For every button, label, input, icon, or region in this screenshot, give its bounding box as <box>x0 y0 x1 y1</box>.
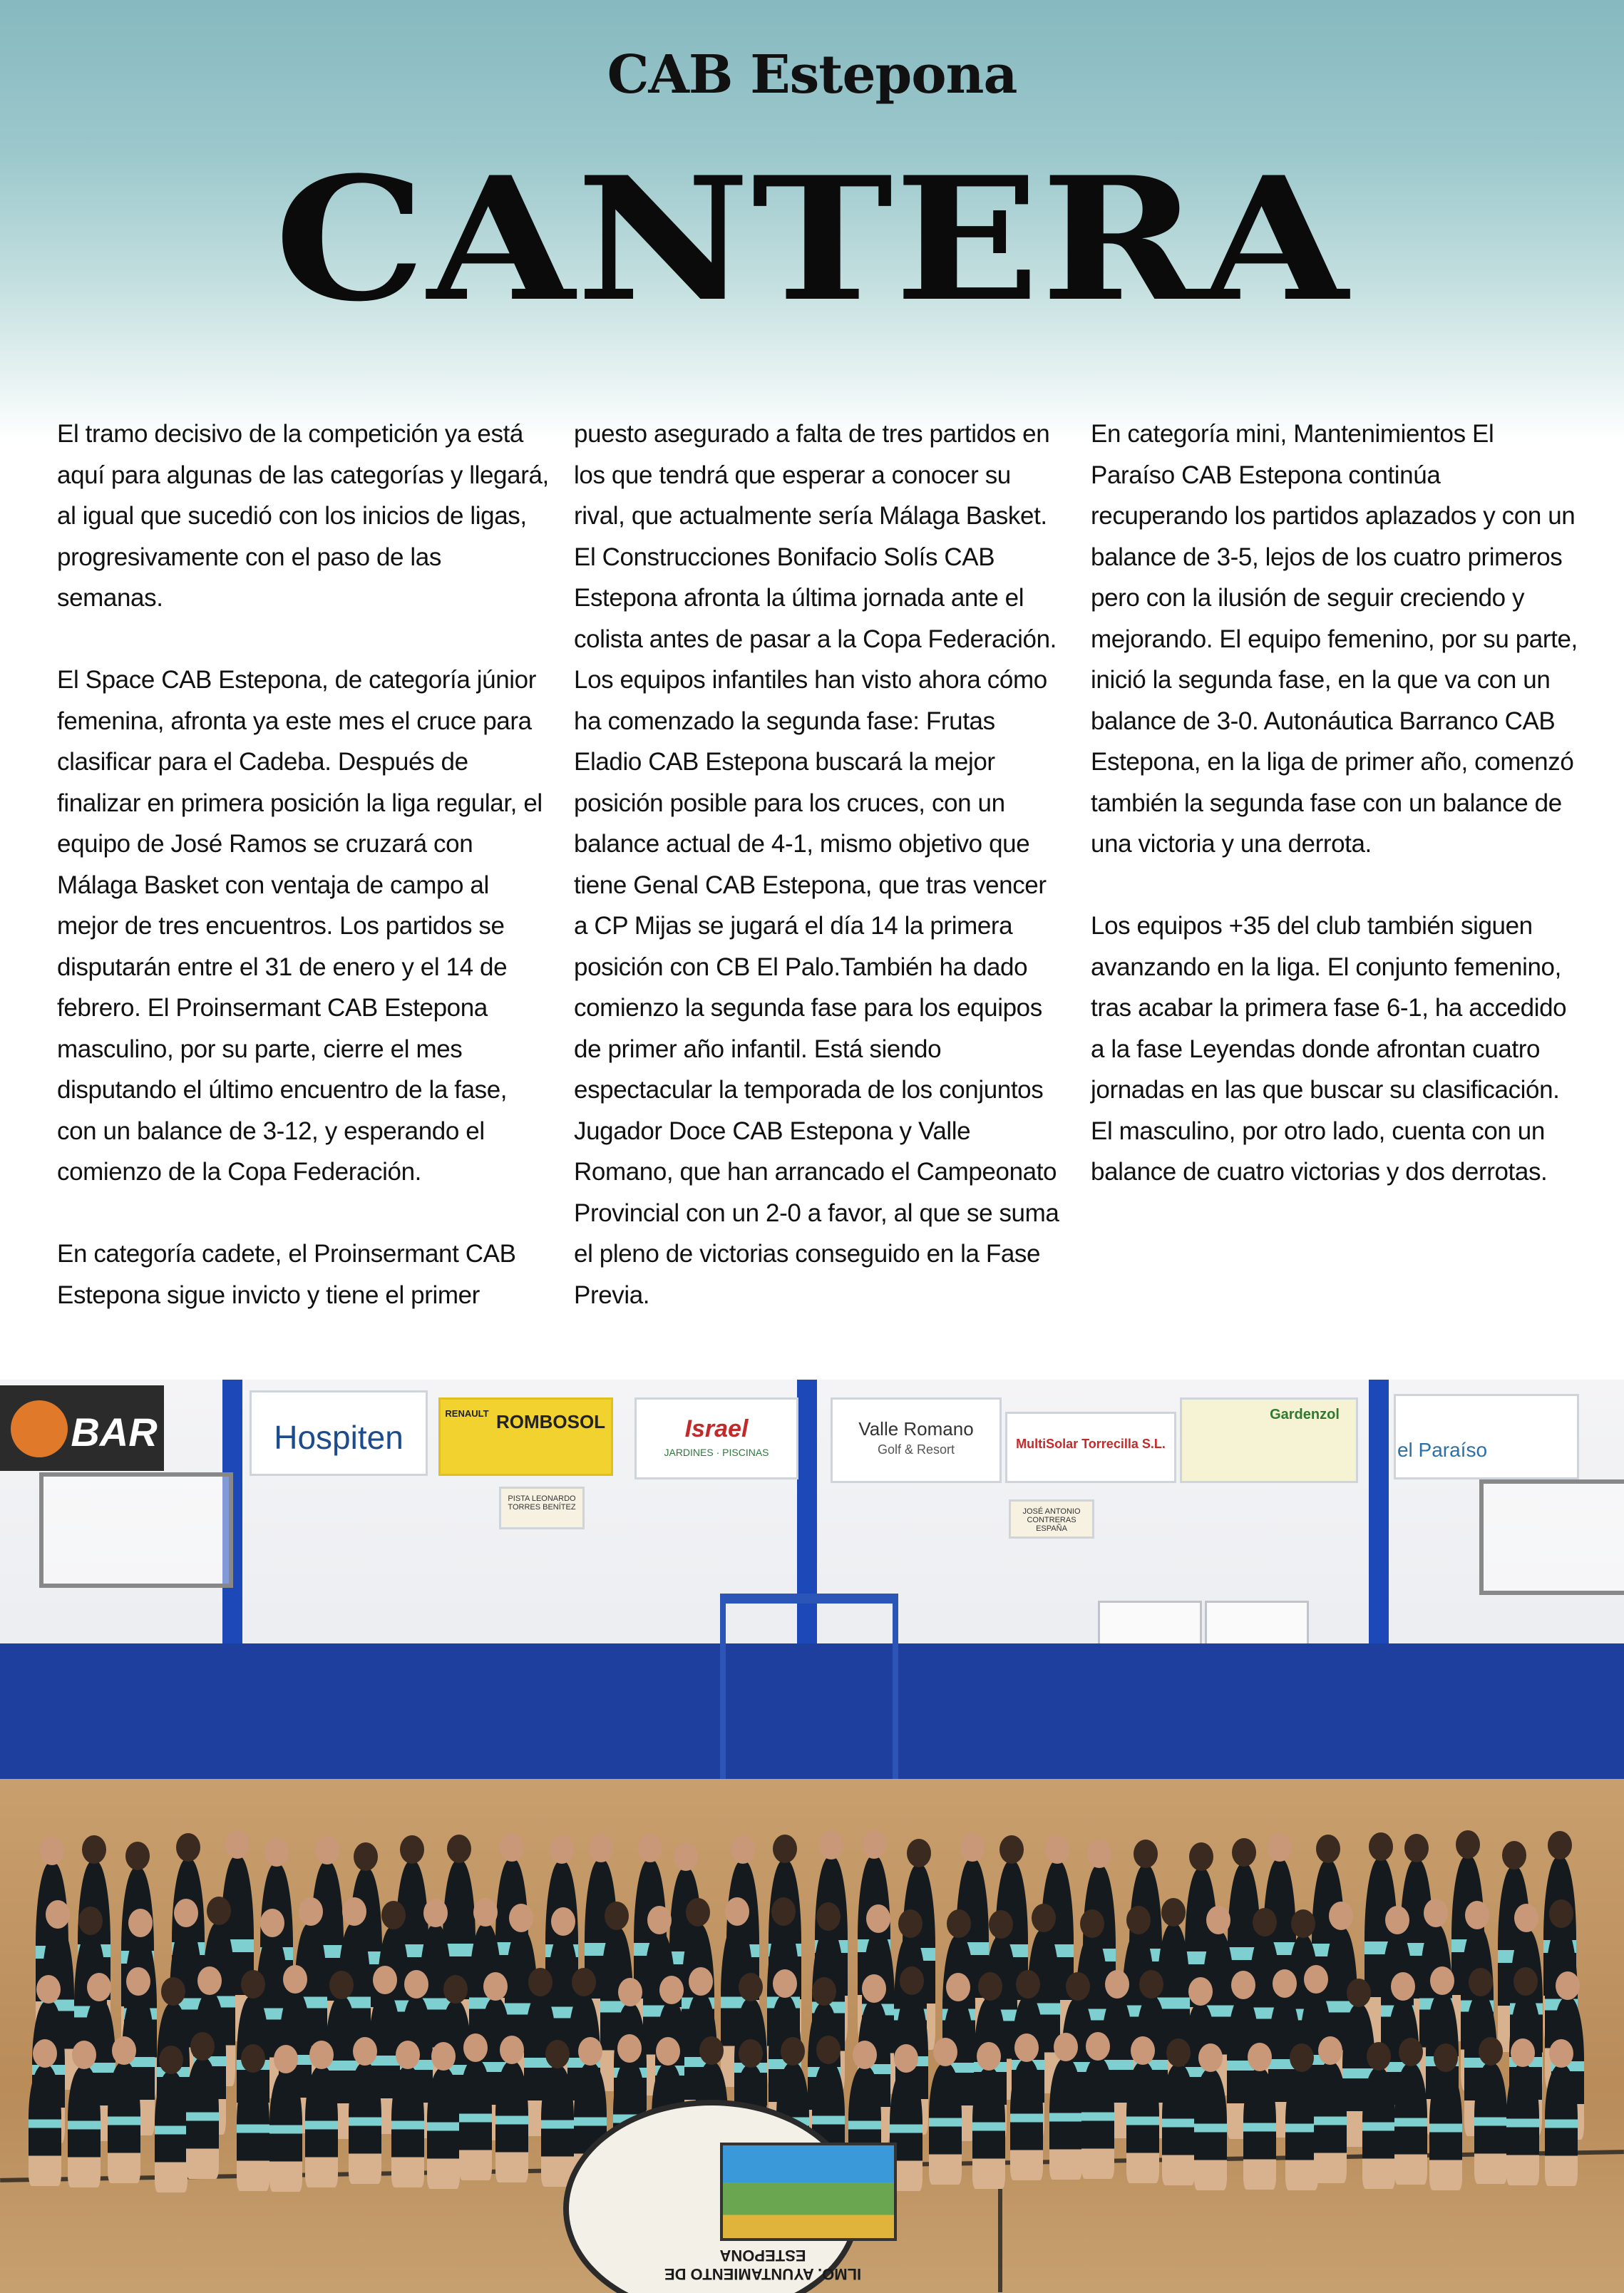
sponsor-banner-gardenzol: Gardenzol <box>1180 1397 1358 1483</box>
player-figure <box>1049 2058 1082 2180</box>
player-head <box>781 2037 805 2066</box>
player-head <box>36 1975 61 2004</box>
player-figure <box>929 2063 962 2185</box>
player-head <box>483 1972 508 2001</box>
player-head <box>862 1830 886 1859</box>
player-figure <box>391 2066 424 2187</box>
player-head <box>1367 2042 1391 2071</box>
player-head <box>656 2037 680 2066</box>
player-figure <box>1194 2069 1227 2190</box>
player-figure <box>1081 2058 1114 2179</box>
player-head <box>1404 1834 1429 1862</box>
player-head <box>283 1965 307 1994</box>
emblem-text: ILMO. AYUNTAMIENTO DE ESTEPONA <box>664 2247 862 2283</box>
player-head <box>353 2037 377 2066</box>
player-head <box>528 1968 553 1996</box>
player-head <box>977 2042 1001 2071</box>
magazine-section-label: CAB Estepona <box>607 44 1017 106</box>
player-head <box>819 1831 843 1859</box>
paragraph: El tramo decisivo de la competición ya está aquí para algunas de las categorías y llegará, al igual que sucedió con los inicios de ligas, progresivamente con el paso de las semanas. <box>57 420 549 612</box>
player-head <box>674 1842 698 1871</box>
player-head <box>618 1978 642 2006</box>
player-head <box>1424 1899 1448 1927</box>
player-head <box>725 1897 749 1926</box>
player-head <box>1086 2032 1110 2061</box>
player-head <box>241 1970 265 1999</box>
paragraph: Los equipos +35 del club también siguen avanzando en la liga. El conjunto femenino, tras acabar la primera fase 6-1, ha accedido a la fase Leyendas donde afrontan cuatro jornadas en las que buscar su clasificación. El masculino, por otro lado, cuenta con un balance de cuatro victorias y dos derrotas. <box>1091 912 1567 1186</box>
player-head <box>40 1837 64 1865</box>
player-head <box>1549 1899 1573 1928</box>
player-figure <box>1474 2063 1507 2184</box>
paragraph: puesto asegurado a falta de tres partidos en los que tendrá que esperar a conocer su rival, que actualmente sería Málaga Basket. El Construcciones Bonifacio Solís CAB Estepona afronta la última jornada ante el colista antes de pasar a la Copa Federación. Los equipos infantiles han visto ahora cómo ha comenzado la segunda fase: Frutas Eladio CAB Estepona buscará la mejor posición posible para los cruces, con un balance actual de 4-1, mismo objetivo que tiene Genal CAB Estepona, que tras vencer a CP Mijas se jugará el día 14 la primera posición con CB El Palo.También ha dado comienzo la segunda fase para los equipos de primer año infantil. Está siendo espectacular la temporada de los conjuntos Jugador Doce CAB Estepona y Valle Romano, que han arrancado el Campeonato Provincial con un 2-0 a favor, al que se suma el pleno de victorias conseguido en la Fase Previa. <box>574 420 1059 1309</box>
player-figure <box>305 2066 338 2187</box>
player-head <box>78 1907 103 1935</box>
player-head <box>207 1897 231 1925</box>
player-head <box>72 2041 96 2069</box>
player-head <box>551 1907 575 1936</box>
sponsor-banner: BAR <box>0 1385 164 1471</box>
team-photo <box>0 1380 1624 2293</box>
player-head <box>447 1835 471 1863</box>
player-head <box>689 1967 713 1996</box>
sponsor-banner-multisolar: MultiSolar Torrecilla S.L. <box>1005 1412 1176 1483</box>
player-head <box>33 2039 57 2068</box>
article-column-2 <box>574 414 1066 1315</box>
player-head <box>1469 1968 1493 1996</box>
player-figure <box>459 2059 492 2180</box>
player-head <box>771 1897 796 1926</box>
player-head <box>315 1836 339 1864</box>
player-head <box>578 2037 602 2066</box>
player-head <box>82 1835 106 1864</box>
paragraph: En categoría cadete, el Proinsermant CAB Estepona sigue invicto y tiene el primer <box>57 1240 516 1309</box>
sponsor-banner-rombosol: RENAULT ROMBOSOL <box>438 1397 613 1476</box>
player-figure <box>1314 2062 1347 2183</box>
player-head <box>1232 1838 1256 1867</box>
paragraph: El Space CAB Estepona, de categoría júnior femenina, afronta ya este mes el cruce para clasificar para el Cadeba. Después de finalizar en primera posición la liga regular, el equipo de José Ramos se cruzará con Málaga Basket con ventaja de campo al mejor de tres encuentros. Los partidos se disputarán entre el 31 de enero y el 14 de febrero. El Proinsermant CAB Estepona masculino, por su parte, cierre el mes disputando el último encuentro de la fase, con un balance de 3-12, y esperando el comienzo de la Copa Federación. <box>57 666 543 1186</box>
player-head <box>1198 2043 1223 2072</box>
player-head <box>739 1973 763 2001</box>
player-head <box>1206 1906 1230 1934</box>
player-head <box>1479 2037 1503 2066</box>
article-column-1 <box>57 414 549 1315</box>
player-head <box>125 1842 150 1870</box>
player-head <box>381 1901 406 1929</box>
player-head <box>1273 1969 1297 1998</box>
player-head <box>1032 1904 1056 1932</box>
player-head <box>572 1968 596 1996</box>
player-head <box>264 1838 289 1867</box>
player-figure <box>155 2071 187 2192</box>
player-head <box>773 1969 797 1998</box>
player-head <box>1014 2033 1039 2062</box>
player-head <box>589 1834 613 1862</box>
player-head <box>1268 1833 1292 1862</box>
player-head <box>500 2036 524 2064</box>
player-head <box>900 1966 924 1995</box>
player-head <box>1087 1840 1111 1868</box>
player-head <box>816 1902 841 1931</box>
player-head <box>686 1898 710 1927</box>
player-head <box>1291 1909 1315 1938</box>
basketball-backboard <box>1479 1479 1624 1595</box>
player-head <box>1139 1970 1163 1999</box>
player-head <box>638 1834 662 1862</box>
player-figure <box>1362 2068 1395 2189</box>
player-head <box>354 1842 378 1871</box>
player-head <box>176 1833 200 1862</box>
player-head <box>1329 1902 1353 1930</box>
player-figure <box>349 2063 381 2184</box>
player-head <box>960 1833 985 1862</box>
player-head <box>1514 1904 1538 1932</box>
player-head <box>1161 1898 1186 1927</box>
player-figure <box>495 2061 528 2182</box>
player-figure <box>237 2070 269 2191</box>
player-head <box>1369 1832 1393 1861</box>
player-head <box>473 1898 498 1927</box>
player-head <box>1399 2038 1423 2066</box>
player-head <box>431 2042 456 2071</box>
player-head <box>126 1967 150 1996</box>
player-figure <box>186 2058 219 2179</box>
player-head <box>404 1970 428 1999</box>
paragraph: En categoría mini, Mantenimientos El Paraíso CAB Estepona continúa recuperando los partidos aplazados y con un balance de 3-5, lejos de los cuatro primeros pero con la ilusión de seguir creciendo y mejorando. El equipo femenino, por su parte, inició la segunda fase, en la que va con un balance de 3-0. Autonáutica Barranco CAB Estepona, en la liga de primer año, comenzó también la segunda fase con un balance de una victoria y una derrota. <box>1091 420 1578 858</box>
player-head <box>46 1900 70 1929</box>
player-head <box>1347 1979 1371 2007</box>
player-head <box>373 1966 397 1994</box>
player-head <box>112 2036 136 2065</box>
player-head <box>1134 1840 1158 1868</box>
player-head <box>1456 1830 1480 1859</box>
player-head <box>898 1909 923 1938</box>
page-title: CANTERA <box>274 140 1350 339</box>
player-figure <box>1243 2068 1276 2190</box>
sponsor-banner-el-paraiso: el Paraíso <box>1394 1394 1579 1479</box>
player-head <box>509 1904 533 1932</box>
player-head <box>1105 1970 1129 1999</box>
player-head <box>1253 1908 1277 1937</box>
player-figure <box>108 2062 140 2183</box>
player-head <box>907 1839 931 1867</box>
player-head <box>1066 1972 1090 2001</box>
player-head <box>947 1909 971 1938</box>
sponsor-banner-hospiten: Hospiten <box>250 1390 428 1476</box>
player-head <box>1502 1841 1526 1869</box>
player-figure <box>427 2068 460 2189</box>
player-head <box>1513 1967 1538 1996</box>
player-head <box>87 1973 111 2001</box>
player-figure <box>541 2066 574 2187</box>
player-head <box>309 2041 334 2069</box>
basketball-icon <box>11 1400 68 1457</box>
player-head <box>731 1835 755 1864</box>
player-head <box>647 1906 672 1934</box>
player-head <box>1126 1906 1151 1934</box>
player-head <box>999 1835 1024 1864</box>
player-head <box>699 2036 724 2065</box>
player-head <box>443 1975 468 2004</box>
basketball-backboard <box>39 1472 233 1588</box>
court-dedication-plaque: JOSÉ ANTONIO CONTRERAS ESPAÑA <box>1009 1499 1094 1539</box>
player-head <box>853 2041 877 2069</box>
team-group <box>21 1807 1611 2121</box>
player-head <box>545 2040 570 2068</box>
player-head <box>1016 1970 1040 1999</box>
player-figure <box>1010 2059 1043 2180</box>
player-figure <box>68 2066 101 2187</box>
court-dedication-plaque: PISTA LEONARDO TORRES BENÍTEZ <box>499 1487 585 1529</box>
player-head <box>1511 2038 1535 2067</box>
player-head <box>773 1835 797 1863</box>
municipal-crest-icon <box>720 2143 897 2241</box>
player-head <box>225 1830 250 1859</box>
player-figure <box>1162 2064 1195 2185</box>
player-head <box>159 2046 183 2074</box>
player-head <box>550 1835 574 1864</box>
article-column-3 <box>1091 414 1583 1193</box>
player-head <box>342 1897 366 1926</box>
sponsor-banner-israel: Israel JARDINES · PISCINAS <box>634 1397 798 1479</box>
player-figure <box>1506 2064 1539 2185</box>
player-head <box>1548 1831 1572 1859</box>
player-head <box>1556 1971 1580 2000</box>
player-head <box>1465 1901 1489 1929</box>
player-head <box>1231 1971 1255 1999</box>
player-figure <box>1545 2065 1578 2186</box>
player-figure <box>1394 2063 1427 2185</box>
player-head <box>299 1897 323 1926</box>
player-head <box>605 1902 629 1930</box>
player-head <box>500 1833 524 1862</box>
player-figure <box>972 2068 1005 2189</box>
player-figure <box>29 2065 61 2186</box>
player-head <box>1189 1842 1213 1871</box>
player-head <box>1045 1835 1069 1864</box>
sponsor-banner-valle-romano: Valle Romano Golf & Resort <box>831 1397 1002 1483</box>
player-head <box>423 1899 448 1927</box>
player-head <box>1318 2036 1342 2065</box>
player-figure <box>1429 2069 1462 2190</box>
player-figure <box>269 2071 302 2192</box>
player-head <box>1248 2043 1272 2071</box>
player-head <box>1385 1906 1409 1934</box>
player-head <box>1430 1966 1454 1995</box>
player-head <box>400 1835 424 1864</box>
player-head <box>866 1904 890 1933</box>
player-figure <box>1126 2062 1159 2183</box>
player-head <box>1316 1835 1340 1863</box>
